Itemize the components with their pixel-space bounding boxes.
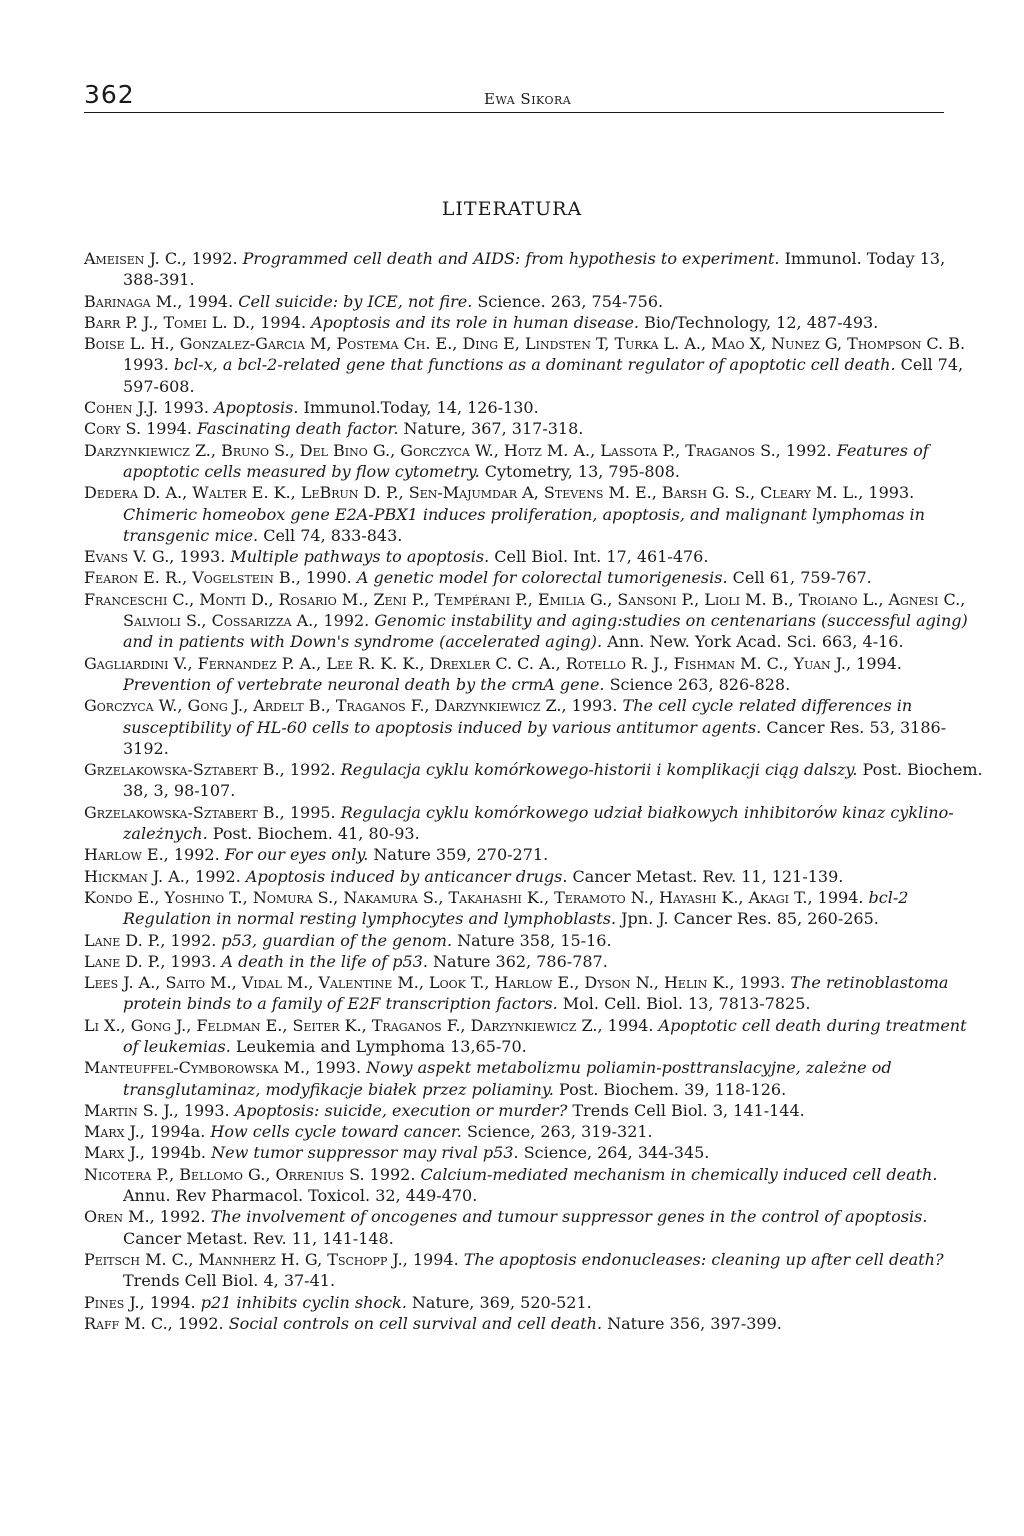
reference-title: How cells cycle toward cancer. [210, 1122, 462, 1142]
reference-year: , 1993. [858, 483, 915, 503]
reference-title: bcl-2 Regulation in normal resting lymphocytes and lymphoblasts. [123, 887, 909, 929]
reference-year: 1992. [364, 1164, 421, 1184]
reference-authors: Martin S. J. [84, 1100, 174, 1120]
reference-entry [84, 695, 984, 759]
reference-year: , 1993. [169, 547, 231, 567]
reference-source: Nature 356, 397-399. [602, 1313, 782, 1333]
reference-authors: Franceschi C., Monti D., Rosario M., Zeni P., Tempérani P., Emilia G., Sansoni P., Lioli M. B., Troiano L., Agnesi C., Salvioli S., Cossarizza A. [84, 589, 966, 631]
reference-title: Cell suicide: by ICE, not fire. [238, 291, 473, 311]
reference-title: p53, guardian of the genom. [221, 930, 453, 950]
reference-authors: Kondo E., Yoshino T., Nomura S., Nakamura S., Takahashi K., Teramoto N., Hayashi K., Akagi T. [84, 887, 808, 907]
reference-authors: Cohen J.J. [84, 398, 159, 418]
reference-authors: Hickman J. A. [84, 866, 185, 886]
reference-title: Apoptosis: suicide, execution or murder? [234, 1100, 568, 1120]
reference-title: Prevention of vertebrate neuronal death by the crmA gene. [123, 674, 605, 694]
reference-entry [84, 1057, 984, 1100]
reference-year: , 1994. [597, 1015, 659, 1035]
reference-title: Chimeric homeobox gene E2A-PBX1 induces proliferation, apoptosis, and malignant lymphomas in transgenic mice. [123, 504, 925, 545]
reference-entry [84, 312, 984, 333]
reference-authors: Peitsch M. C., Mannherz H. G, Tschopp J. [84, 1249, 403, 1269]
reference-title: Fascinating death factor. [197, 419, 399, 439]
reference-title: Apoptosis and its role in human disease. [311, 312, 639, 332]
reference-source: Ann. New. York Acad. Sci. 663, 4-16. [602, 632, 904, 652]
reference-title: The cell cycle related differences in susceptibility of HL-60 cells to apoptosis induced by various antitumor agents. [123, 696, 913, 737]
reference-authors: Gorczyca W., Gong J., Ardelt B., Traganos F., Darzynkiewicz Z. [84, 696, 562, 716]
reference-authors: Grzelakowska-Sztabert B. [84, 802, 280, 822]
reference-year: , 1993. [160, 951, 222, 971]
reference-list [84, 248, 984, 1334]
reference-title: bcl-x, a bcl-2-related gene that functions as a dominant regulator of apoptotic cell death. [173, 355, 896, 375]
reference-source: Cytometry, 13, 795-808. [479, 461, 680, 481]
reference-authors: Grzelakowska-Sztabert B. [84, 760, 280, 780]
reference-authors: Boise L. H., Gonzalez-Garcia M, Postema Ch. E., Ding E, Lindsten T, Turka L. A., Mao X, Nunez G, Thompson C. B. [84, 334, 966, 354]
reference-source: Post. Biochem. 39, 118-126. [553, 1079, 787, 1099]
reference-authors: Nicotera P., Bellomo G., Orrenius S. [84, 1164, 365, 1184]
reference-authors: Li X., Gong J., Feldman E., Seiter K., Traganos F., Darzynkiewicz Z. [84, 1015, 598, 1035]
reference-authors: Lane D. P. [84, 951, 161, 971]
reference-title: Programmed cell death and AIDS: from hypothesis to experiment. [242, 249, 780, 268]
reference-year: , 1994. [807, 887, 869, 907]
reference-source: Leukemia and Lymphoma 13,65-70. [230, 1036, 527, 1056]
reference-source: Post. Biochem. 38, 3, 98-107. [123, 760, 983, 801]
reference-entry [84, 930, 984, 951]
running-head-author: Ewa Sikora [484, 90, 572, 108]
reference-year: , 1990. [295, 568, 357, 588]
reference-entry [84, 248, 984, 291]
reference-title: Multiple pathways to apoptosis. [230, 547, 490, 567]
reference-source: Nature 359, 270-271. [368, 845, 549, 865]
reference-authors: Oren M. [84, 1207, 150, 1227]
reference-source: Cancer Res. 53, 3186-3192. [123, 717, 947, 758]
reference-authors: Gagliardini V., Fernandez P. A., Lee R. K. K., Drexler C. C. A., Rotello R. J., Fishman M. C., Yuan J. [84, 653, 846, 673]
reference-entry [84, 972, 984, 1015]
reference-source: Nature 362, 786-787. [427, 951, 608, 971]
reference-source: Trends Cell Biol. 4, 37-41. [123, 1271, 336, 1291]
reference-year: , 1992. [184, 866, 246, 886]
reference-source: Jpn. J. Cancer Res. 85, 260-265. [616, 909, 879, 929]
reference-title: A death in the life of p53. [221, 951, 428, 971]
reference-year: , 1993. [561, 696, 623, 716]
reference-title: Social controls on cell survival and cell death. [228, 1313, 603, 1333]
reference-authors: Fearon E. R., Vogelstein B. [84, 568, 296, 588]
reference-authors: Lane D. P. [84, 930, 161, 950]
reference-entry [84, 589, 984, 653]
section-title: LITERATURA [441, 198, 583, 220]
reference-source: Annu. Rev Pharmacol. Toxicol. 32, 449-470. [123, 1186, 478, 1206]
reference-year: , 1992. [181, 249, 243, 268]
reference-source: Immunol. Today 13, 388-391. [123, 249, 946, 290]
reference-source: Cell 74, 833-843. [258, 525, 403, 545]
reference-entry [84, 546, 984, 567]
page-number: 362 [84, 80, 135, 109]
reference-source: Bio/Technology, 12, 487-493. [639, 312, 879, 332]
reference-entry [84, 1164, 984, 1207]
reference-entry [84, 653, 984, 696]
reference-source: Cell Biol. Int. 17, 461-476. [489, 547, 709, 567]
reference-title: Genomic instability and aging:studies on centenarians (successful aging) and in patients with Down's syndrome (accelerated aging). [123, 611, 968, 652]
reference-title: The apoptosis endonucleases: cleaning up after cell death? [463, 1249, 944, 1269]
reference-title: Regulacja cyklu komórkowego-historii i komplikacji ciąg dalszy. [340, 760, 858, 780]
reference-source: Nature 358, 15-16. [452, 930, 612, 950]
reference-year: , 1994. [846, 653, 902, 673]
reference-entry [84, 418, 984, 439]
reference-year: , 1995. [279, 802, 341, 822]
reference-entry [84, 1121, 984, 1142]
reference-entry [84, 1100, 984, 1121]
reference-year: , 1992. [775, 440, 837, 460]
reference-authors: Harlow E. [84, 845, 164, 865]
reference-title: The involvement of oncogenes and tumour suppressor genes in the control of apoptosis. [210, 1207, 928, 1227]
reference-authors: Dedera D. A., Walter E. K., LeBrun D. P., Sen-Majumdar A, Stevens M. E., Barsh G. S., Cleary M. L. [84, 483, 859, 503]
reference-title: Apoptosis induced by anticancer drugs. [245, 866, 568, 886]
reference-year: , 1994. [139, 1292, 201, 1312]
page-header [84, 80, 944, 116]
reference-year: , 1992. [279, 760, 341, 780]
reference-authors: Lees J. A., Saito M., Vidal M., Valentine M., Look T., Harlow E., Dyson N., Helin K. [84, 973, 730, 993]
reference-authors: Evans V. G. [84, 547, 170, 567]
reference-year: , 1992. [163, 845, 225, 865]
reference-source: Cell 74, 597-608. [123, 355, 964, 396]
reference-year: , 1994b. [139, 1143, 212, 1163]
reference-authors: Ameisen J. C. [84, 249, 182, 268]
reference-authors: Manteuffel-Cymborowska M. [84, 1058, 306, 1078]
reference-source: Cancer Metast. Rev. 11, 141-148. [123, 1228, 394, 1248]
reference-title: Regulacja cyklu komórkowego udział białkowych inhibitorów kinaz cyklino-zależnych. [123, 802, 954, 844]
reference-authors: Barr P. J., Tomei L. D. [84, 312, 251, 332]
reference-source: Cancer Metast. Rev. 11, 121-139. [567, 866, 844, 886]
reference-title: p21 inhibits cyclin shock. [200, 1292, 407, 1312]
reference-year: , 1993. [729, 973, 791, 993]
reference-year: , 1992. [313, 611, 375, 631]
reference-entry [84, 440, 984, 483]
reference-source: Nature, 367, 317-318. [398, 419, 584, 439]
reference-title: Apoptotic cell death during treatment of leukemias. [123, 1015, 967, 1056]
reference-authors: Raff M. C. [84, 1313, 168, 1333]
reference-entry [84, 802, 984, 845]
reference-source: Science 263, 826-828. [604, 674, 791, 694]
reference-title: Calcium-mediated mechanism in chemically induced cell death. [420, 1164, 938, 1184]
reference-entry [84, 1206, 984, 1249]
reference-entry [84, 887, 984, 930]
reference-entry [84, 1142, 984, 1163]
reference-authors: Barinaga M. [84, 291, 178, 311]
reference-source: Science. 263, 754-756. [472, 291, 664, 311]
reference-entry [84, 291, 984, 312]
reference-year: , 1994. [402, 1249, 464, 1269]
reference-entry [84, 951, 984, 972]
reference-authors: Pines J. [84, 1292, 140, 1312]
reference-entry [84, 333, 984, 397]
reference-year: 1993. [158, 398, 215, 418]
reference-title: Nowy aspekt metabolizmu poliamin-posttranslacyjne, zależne od transglutaminaz, modyfikacje białek przez poliaminy. [123, 1058, 892, 1099]
reference-year: , 1994a. [139, 1122, 211, 1142]
reference-year: , 1992. [160, 930, 222, 950]
reference-entry [84, 1313, 984, 1334]
reference-authors: Cory S. [84, 419, 142, 439]
reference-title: Features of apoptotic cells measured by flow cytometry. [123, 440, 929, 481]
reference-source: Science, 264, 344-345. [518, 1143, 710, 1163]
reference-authors: Marx J. [84, 1122, 140, 1142]
reference-year: , 1994. [177, 291, 239, 311]
reference-year: , 1994. [250, 312, 312, 332]
reference-title: New tumor suppressor may rival p53. [211, 1143, 519, 1163]
reference-entry [84, 1015, 984, 1058]
reference-entry [84, 567, 984, 588]
reference-year: , 1992. [167, 1313, 229, 1333]
reference-source: Immunol.Today, 14, 126-130. [298, 398, 539, 418]
reference-title: For our eyes only. [224, 845, 369, 865]
reference-year: 1993. [123, 355, 174, 375]
reference-entry [84, 759, 984, 802]
reference-entry [84, 482, 984, 546]
reference-title: Apoptosis. [214, 398, 299, 418]
reference-title: The retinoblastoma protein binds to a family of E2F transcription factors. [123, 973, 949, 1014]
header-rule [84, 112, 944, 113]
reference-source: Mol. Cell. Biol. 13, 7813-7825. [557, 994, 811, 1014]
reference-source: Trends Cell Biol. 3, 141-144. [567, 1100, 805, 1120]
reference-year: , 1992. [149, 1207, 211, 1227]
reference-source: Post. Biochem. 41, 80-93. [207, 824, 420, 844]
reference-source: Science, 263, 319-321. [461, 1122, 653, 1142]
reference-year: 1994. [141, 419, 198, 439]
reference-authors: Darzynkiewicz Z., Bruno S., Del Bino G., Gorczyca W., Hotz M. A., Lassota P., Traganos S. [84, 440, 776, 460]
reference-year: , 1993. [305, 1058, 367, 1078]
reference-entry [84, 397, 984, 418]
reference-source: Nature, 369, 520-521. [406, 1292, 592, 1312]
reference-year: , 1993. [173, 1100, 235, 1120]
reference-entry [84, 1292, 984, 1313]
reference-entry [84, 866, 984, 887]
reference-authors: Marx J. [84, 1143, 140, 1163]
reference-source: Cell 61, 759-767. [727, 568, 872, 588]
reference-entry [84, 1249, 984, 1292]
reference-entry [84, 844, 984, 865]
reference-title: A genetic model for colorectal tumorigenesis. [356, 568, 728, 588]
